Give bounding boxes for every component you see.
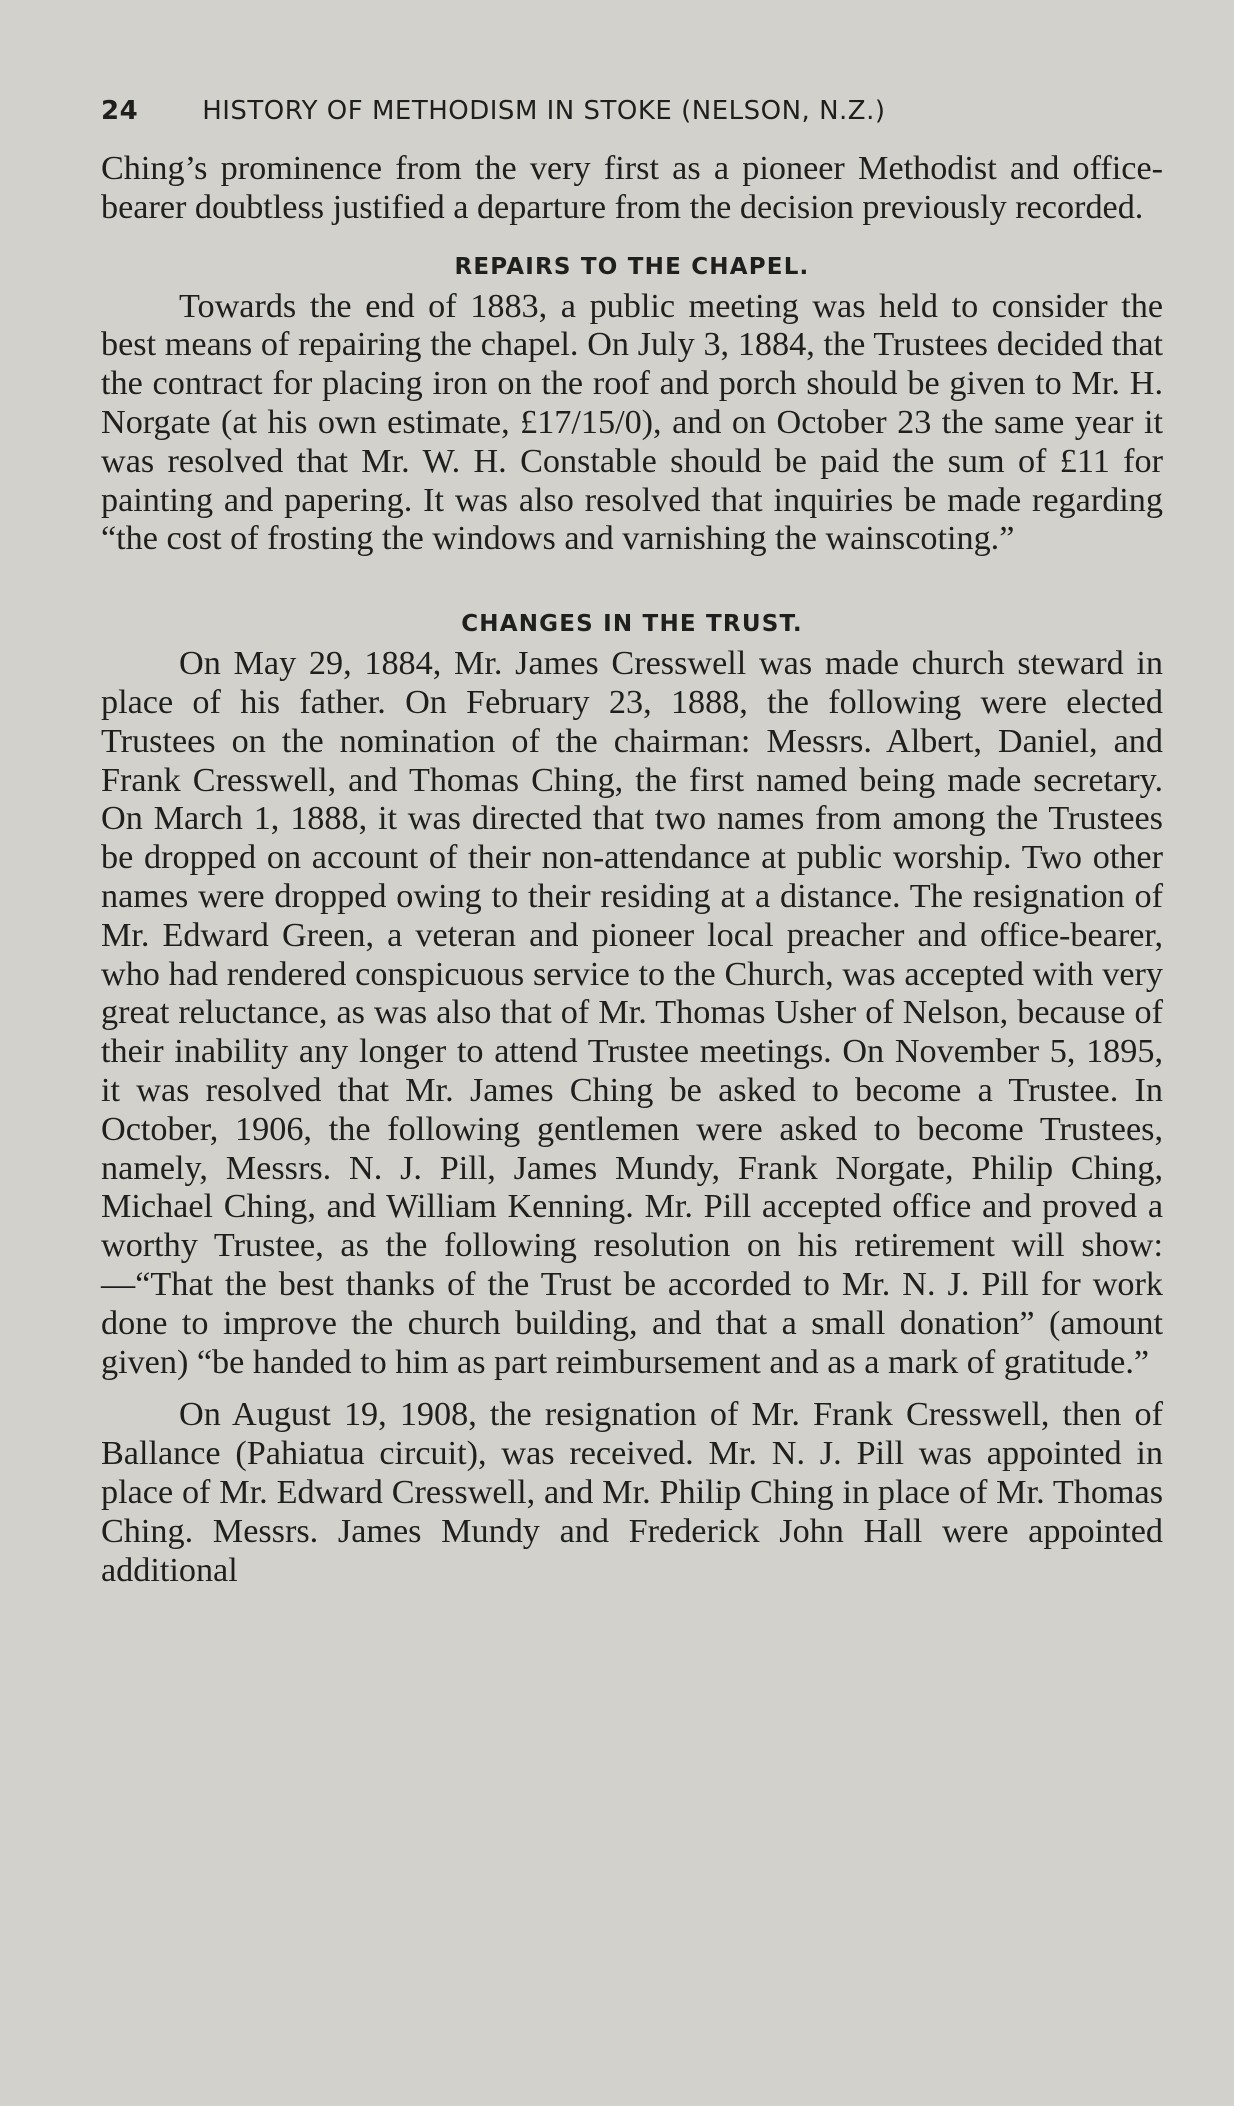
running-title: HISTORY OF METHODISM IN STOKE (NELSON, N.Z.) (202, 96, 886, 126)
running-header (101, 96, 1163, 140)
paragraph-repairs: Towards the end of 1883, a public meeting was held to consider the best means of repairing the chapel. On July 3, 1884, the Trustees decided that the contract for placing iron on the roof and porch should be given to Mr. H. Norgate (at his own estimate, £17/15/0), and on October 23 the same year it was resolved that Mr. W. H. Constable should be paid the sum of £11 for painting and papering. It was also resolved that inquiries be made regarding “the cost of frosting the windows and varnishing the wainscoting.” (101, 287, 1163, 558)
section-heading-trust-changes: CHANGES IN THE TRUST. (461, 611, 803, 638)
page-number: 24 (101, 96, 139, 126)
paragraph-continued: Ching’s prominence from the very first as a pioneer Methodist and office-bearer doubtless justified a departure from the decision previously recorded. (101, 150, 1163, 226)
section-heading-repairs: REPAIRS TO THE CHAPEL. (454, 253, 810, 280)
paragraph-resignations: On August 19, 1908, the resignation of Mr. Frank Cresswell, then of Ballance (Pahiatua circuit), was received. Mr. N. J. Pill was appointed in place of Mr. Edward Cresswell, and Mr. Philip Ching in place of Mr. Thomas Ching. Messrs. James Mundy and Frederick John Hall were appointed additional (101, 1396, 1163, 1589)
paragraph-trust-changes: On May 29, 1884, Mr. James Cresswell was made church steward in place of his father. On February 23, 1888, the following were elected Trustees on the nomination of the chairman: Messrs. Albert, Daniel, and Frank Cresswell, and Thomas Ching, the first named being made secretary. On March 1, 1888, it was directed that two names from among the Trustees be dropped on account of their non-attendance at public worship. Two other names were dropped owing to their residing at a distance. The resignation of Mr. Edward Green, a veteran and pioneer local preacher and office-bearer, who had rendered conspicuous service to the Church, was accepted with very great reluctance, as was also that of Mr. Thomas Usher of Nelson, because of their inability any longer to attend Trustee meetings. On November 5, 1895, it was resolved that Mr. James Ching be asked to become a Trustee. In October, 1906, the following gentlemen were asked to become Trustees, namely, Messrs. N. J. Pill, James Mundy, Frank Norgate, Philip Ching, Michael Ching, and William Kenning. Mr. Pill accepted office and proved a worthy Trustee, as the following resolution on his retirement will show:—“That the best thanks of the Trust be accorded to Mr. N. J. Pill for work done to improve the church building, and that a small donation” (amount given) “be handed to him as part reimbursement and as a mark of gratitude.” (101, 645, 1163, 1381)
book-page (101, 96, 1163, 1590)
